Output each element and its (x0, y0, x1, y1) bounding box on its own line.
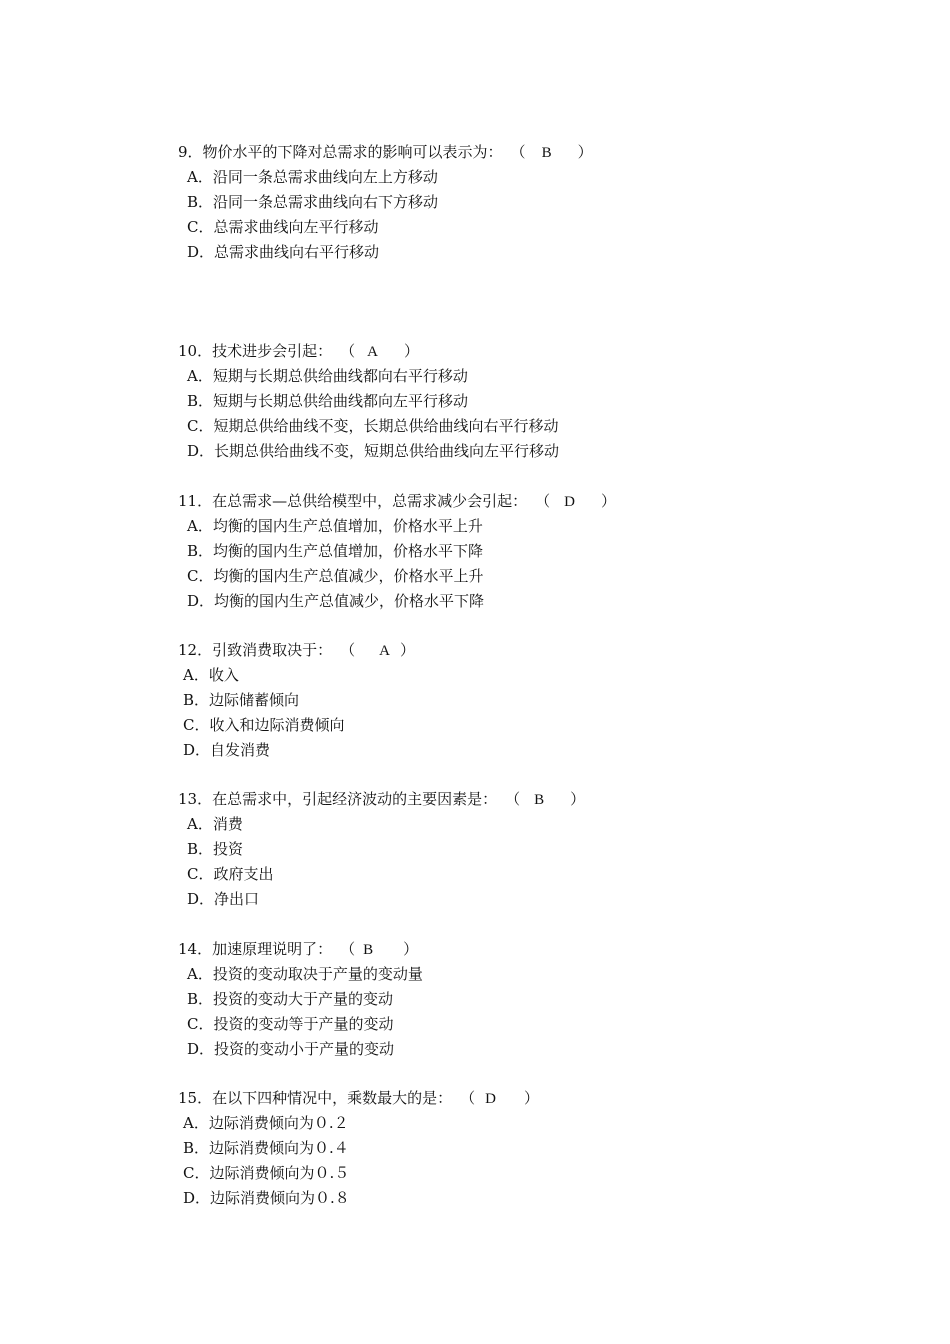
option-c: C．收入和边际消费倾向 (183, 716, 345, 734)
option-a: A．消费 (187, 815, 243, 833)
question-stem (178, 1086, 539, 1111)
option-a: A．边际消费倾向为０.２ (183, 1114, 349, 1132)
option-d: D．总需求曲线向右平行移动 (187, 243, 380, 261)
stem-text: 13．在总需求中，引起经济波动的主要因素是： (178, 790, 498, 808)
option-d: D．均衡的国内生产总值减少，价格水平下降 (187, 592, 485, 610)
option-b: B．边际储蓄倾向 (183, 691, 300, 709)
option-c: C．投资的变动等于产量的变动 (187, 1015, 394, 1033)
question-stem (178, 638, 415, 663)
answer-bracket: （ D ） (460, 1089, 539, 1107)
answer-bracket: （ B ） (510, 143, 593, 161)
question-9 (178, 140, 593, 265)
option-a: A．收入 (183, 666, 239, 684)
answer-bracket: （ B ） (505, 790, 586, 808)
stem-text: 11．在总需求—总供给模型中，总需求减少会引起： (178, 492, 528, 510)
question-13 (178, 787, 585, 912)
option-b: B．边际消费倾向为０.４ (183, 1139, 349, 1157)
option-d: D．净出口 (187, 890, 260, 908)
option-c: C．总需求曲线向左平行移动 (187, 218, 379, 236)
option-d: D．边际消费倾向为０.８ (183, 1189, 350, 1207)
option-b: B．均衡的国内生产总值增加，价格水平下降 (187, 542, 484, 560)
answer-letter: B (541, 145, 552, 161)
answer-letter: D (564, 494, 575, 510)
answer-bracket: （ A ） (340, 641, 415, 659)
option-a: A．短期与长期总供给曲线都向右平行移动 (187, 367, 468, 385)
question-10 (178, 339, 559, 464)
question-stem (178, 937, 423, 962)
stem-text: 12．引致消费取决于： (178, 641, 333, 659)
question-12 (178, 638, 415, 763)
question-15 (178, 1086, 539, 1211)
option-d: D．投资的变动小于产量的变动 (187, 1040, 395, 1058)
answer-letter: B (363, 942, 374, 958)
question-stem (178, 489, 616, 514)
option-d: D．自发消费 (183, 741, 271, 759)
stem-text: 9．物价水平的下降对总需求的影响可以表示为： (178, 143, 503, 161)
option-b: B．投资 (187, 840, 244, 858)
option-a: A．投资的变动取决于产量的变动量 (187, 965, 423, 983)
question-stem (178, 140, 593, 165)
option-b: B．投资的变动大于产量的变动 (187, 990, 394, 1008)
option-c: C．短期总供给曲线不变，长期总供给曲线向右平行移动 (187, 417, 559, 435)
answer-letter: B (534, 792, 545, 808)
stem-text: 15．在以下四种情况中，乘数最大的是： (178, 1089, 453, 1107)
answer-bracket: （ B ） (340, 940, 419, 958)
stem-text: 14．加速原理说明了： (178, 940, 333, 958)
option-c: C．政府支出 (187, 865, 274, 883)
question-stem (178, 339, 559, 364)
answer-letter: A (367, 344, 378, 360)
option-b: B．短期与长期总供给曲线都向左平行移动 (187, 392, 469, 410)
question-11 (178, 489, 616, 614)
option-d: D．长期总供给曲线不变，短期总供给曲线向左平行移动 (187, 442, 560, 460)
stem-text: 10．技术进步会引起： (178, 342, 333, 360)
answer-letter: A (379, 643, 390, 659)
option-a: A．沿同一条总需求曲线向左上方移动 (187, 168, 438, 186)
answer-bracket: （ D ） (535, 492, 616, 510)
option-b: B．沿同一条总需求曲线向右下方移动 (187, 193, 439, 211)
option-c: C．均衡的国内生产总值减少，价格水平上升 (187, 567, 484, 585)
answer-letter: D (485, 1091, 496, 1107)
option-a: A．均衡的国内生产总值增加，价格水平上升 (187, 517, 483, 535)
answer-bracket: （ A ） (340, 342, 419, 360)
question-14 (178, 937, 423, 1062)
question-stem (178, 787, 585, 812)
option-c: C．边际消费倾向为０.５ (183, 1164, 350, 1182)
